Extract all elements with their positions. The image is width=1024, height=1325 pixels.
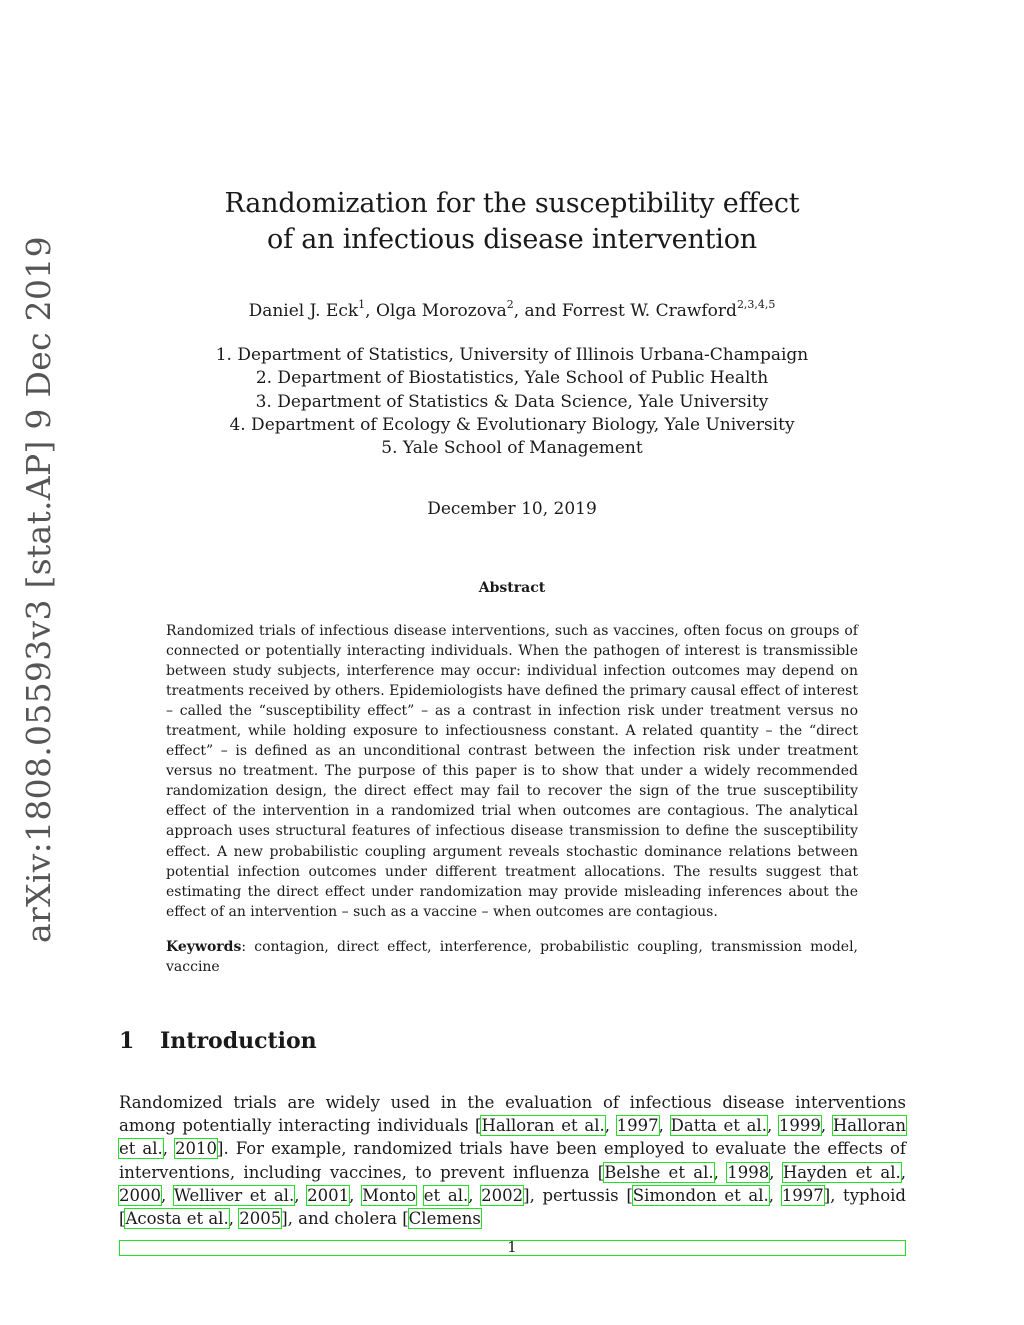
citation-year-link[interactable]: 1998 <box>727 1162 770 1182</box>
citation-year-link[interactable]: 2010 <box>175 1139 218 1159</box>
citation-link[interactable]: Clemens <box>408 1209 481 1229</box>
section-title: Introduction <box>160 1028 317 1054</box>
publication-date: December 10, 2019 <box>427 499 597 519</box>
citation-year-link[interactable]: 1997 <box>616 1116 659 1136</box>
citation-sep: , <box>161 1185 174 1205</box>
affiliation: 3. Department of Statistics & Data Science, Yale University <box>255 391 769 412</box>
author-separator: , <box>365 301 376 321</box>
citation-sep: , <box>604 1116 617 1136</box>
citation-link[interactable]: Monto <box>362 1185 417 1205</box>
citation-sep: , <box>766 1116 779 1136</box>
citation-link[interactable]: Simondon et al. <box>632 1185 769 1205</box>
citation-sep: , <box>228 1209 240 1229</box>
citation-sep: , <box>820 1116 833 1136</box>
body-text: ], and cholera [ <box>281 1209 409 1229</box>
section-number: 1 <box>119 1028 135 1054</box>
citation-sep: , <box>769 1162 783 1182</box>
author-affil-mark: 1 <box>358 298 366 312</box>
abstract-heading: Abstract <box>478 580 546 596</box>
body-text: ], pertussis [ <box>523 1185 633 1205</box>
author-affil-mark: 2,3,4,5 <box>736 298 776 312</box>
keywords-label: Keywords <box>166 939 242 955</box>
citation-link[interactable]: Belshe et al. <box>604 1162 714 1182</box>
author-list <box>0 299 1024 323</box>
citation-year-link[interactable]: 2000 <box>119 1185 161 1205</box>
citation-link[interactable]: et al. <box>423 1185 469 1205</box>
body-text: Randomized trials are widely used in the evaluation of infectious disease interventions among potentially interacting individuals [ <box>119 1093 906 1136</box>
affiliation: 5. Yale School of Management <box>381 438 643 459</box>
citation-year-link[interactable]: 2002 <box>481 1185 524 1205</box>
title-line-2: of an infectious disease intervention <box>267 224 757 255</box>
citation-sep: , <box>713 1162 728 1182</box>
affiliation: 4. Department of Ecology & Evolutionary Biology, Yale University <box>229 414 795 435</box>
citation-sep: , <box>162 1139 176 1159</box>
author-name: Olga Morozova <box>375 301 507 321</box>
citation-year-link[interactable]: 1997 <box>781 1185 824 1205</box>
title-line-1: Randomization for the susceptibility effect <box>224 188 800 219</box>
citation-link[interactable]: Halloran et al. <box>119 1116 906 1159</box>
body-text: ]. For example, randomized trials have been employed to evaluate the effects of interventions, including vaccines, to prevent influenza [ <box>119 1139 907 1182</box>
citation-year-link[interactable]: 1999 <box>778 1116 821 1136</box>
affiliation: 2. Department of Biostatistics, Yale School of Public Health <box>255 368 769 389</box>
citation-sep: , <box>658 1116 671 1136</box>
citation-sep: , <box>349 1185 363 1205</box>
citation-sep: , <box>468 1185 482 1205</box>
section-heading <box>119 1025 317 1057</box>
paper-title <box>0 186 1024 258</box>
citation-year-link[interactable]: 2001 <box>307 1185 350 1205</box>
citation-year-link[interactable]: 2005 <box>239 1209 282 1229</box>
author-affil-mark: 2 <box>506 298 514 312</box>
author-name: Forrest W. Crawford <box>561 301 737 321</box>
keywords-list: : contagion, direct effect, interference, probabilistic coupling, transmission model, vaccine <box>166 939 858 976</box>
citation-link[interactable]: Halloran et al. <box>481 1116 605 1136</box>
keywords <box>166 937 858 977</box>
affiliation-list <box>0 344 1024 460</box>
author-name: Daniel J. Eck <box>248 301 359 321</box>
intro-paragraph <box>119 1091 906 1230</box>
affiliation: 1. Department of Statistics, University of Illinois Urbana-Champaign <box>215 345 809 365</box>
citation-sep: , <box>900 1162 906 1182</box>
citation-link[interactable]: Welliver et al. <box>173 1185 295 1205</box>
body-text: ], typhoid [ <box>119 1185 906 1229</box>
abstract-text: Randomized trials of infectious disease interventions, such as vaccines, often focus on groups of connected or potentially interacting individuals. When the pathogen of interest is transmissible between study subjects, interference may occur: individual infection outcomes may depend on treatments received by others. Epidemiologists have defined the primary causal effect of interest – called the “susceptibility effect” – as a contrast in infection risk under treatment versus no treatment, while holding exposure to infectiousness constant. A related quantity – the “direct effect” – is defined as an unconditional contrast between the infection risk under treatment versus no treatment. The purpose of this paper is to show that under a widely recommended randomization design, the direct effect may fail to recover the sign of the true susceptibility effect of the intervention in a randomized trial when outcomes are contagious. The analytical approach uses structural features of infectious disease transmission to define the susceptibility effect. A new probabilistic coupling argument reveals stochastic dominance relations between potential infection outcomes under different treatment allocations. The results suggest that estimating the direct effect under randomization may provide misleading inferences about the effect of an intervention – such as a vaccine – when outcomes are contagious. <box>166 623 858 920</box>
citation-sep: , <box>294 1185 308 1205</box>
author-separator: , and <box>513 301 562 321</box>
citation-sep: , <box>768 1185 782 1205</box>
arxiv-identifier-stamp: arXiv:1808.05593v3 [stat.AP] 9 Dec 2019 <box>19 236 58 943</box>
citation-link[interactable]: Hayden et al. <box>782 1162 901 1182</box>
citation-link[interactable]: Acosta et al. <box>125 1209 229 1229</box>
page-number: 1 <box>507 1238 517 1256</box>
citation-link[interactable]: Datta et al. <box>670 1116 767 1136</box>
